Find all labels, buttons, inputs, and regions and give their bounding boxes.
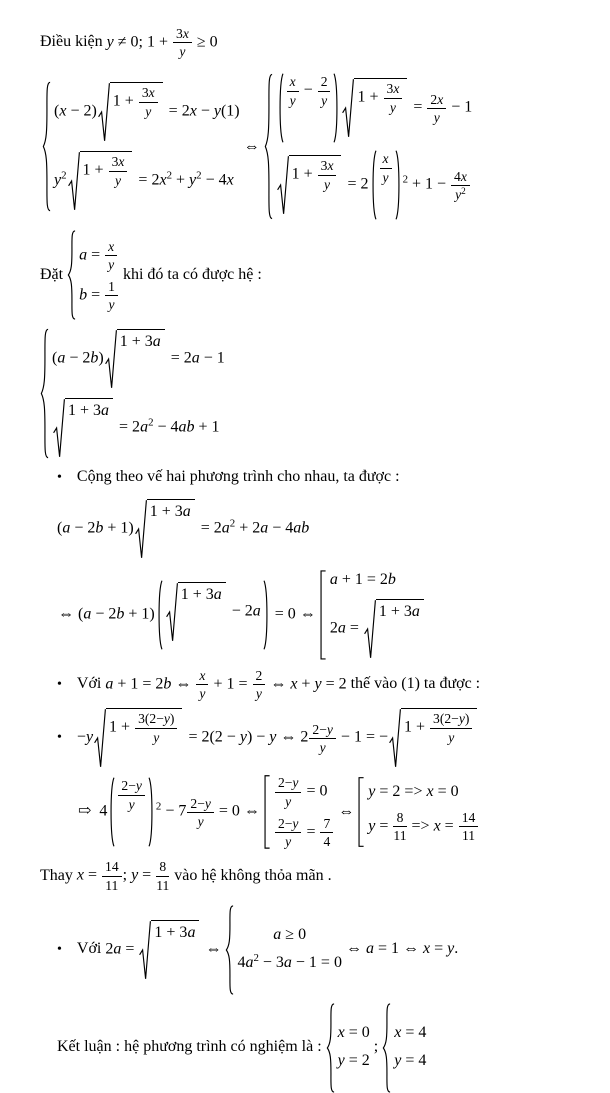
radical-sign-icon [53,398,65,458]
case1-solutions-line [0,775,610,849]
radical-sign-icon [94,708,106,768]
text-segment: Đặt [40,266,68,284]
square-root: 1 + $\frac{3x}{y}$ [342,78,407,138]
case-row: x = 0 [337,1024,370,1042]
fraction: $\frac{x}{y}$ [195,668,209,701]
fraction: $\frac{8}{11}$ [156,859,170,893]
case-row: 1 + 3a = $2a^2 - 4ab + 1$ [52,397,220,459]
case-row: y = 2 => x = 0 [368,782,459,800]
case-row: $y^2$ 1 + $\frac{3x}{y}$ = $2x^2 + y^2 - 4x$ [54,150,234,212]
case-row: x = 4 [394,1024,427,1042]
fraction: $\frac{x}{y}$ [286,74,300,107]
lparen-delimiter [277,73,284,143]
square-root: 1 + $\frac{3x}{y}$ [277,155,342,215]
case-row: b = $\frac{1}{y}$ [79,279,119,312]
condition-line [0,26,610,59]
square-root: 1 + 3a [166,582,226,642]
math-segment: ; [369,1038,383,1056]
radical-sign-icon [364,599,376,659]
case1-equation-line [0,707,610,769]
case-row: y = 4 [394,1052,427,1070]
case-rows [394,1023,426,1072]
square-root: 1 + $\frac{3x}{y}$ [98,82,163,142]
math-segment: −y 1 + $\frac{3(2-y)}{y}$ = 2(2 − y) − y ⇔ 2 $\frac{2-y}{y}$ − 1 = − 1 + $\frac{3(2-y)}{y}$ [77,707,480,769]
case-rows [274,775,334,849]
lparen-delimiter [370,150,377,220]
sum-equation-line [0,498,610,560]
square-root: 1 + $\frac{3(2-y)}{y}$ [94,708,182,768]
case-row: a + 1 = 2b [329,571,396,589]
left-bracket-icon [264,775,271,849]
brace-system-group [225,905,342,995]
fraction: $\frac{14}{11}$ [101,859,123,892]
superscript: 2 [196,170,202,183]
superscript: 2 [61,170,67,183]
fraction: $\frac{8}{11}$ [393,809,407,843]
math-segment: 2a = 1 + 3a ⇔ [105,919,225,981]
math-segment: ⇔ [334,803,359,820]
math-segment: (a − 2b + 1) 1 + 3a = $2a^2 + 2a - 4ab$ [57,498,309,560]
lparen-delimiter [108,777,115,847]
math-segment: ⇔ a = 1 ⇔ x = y. [341,940,459,958]
text-segment: Với [76,675,106,693]
text-segment: vào hệ không thỏa mãn . [170,866,332,884]
superscript: 2 [229,517,236,530]
radical-sign-icon [98,82,110,142]
brace-system-group [42,81,240,212]
left-brace-icon [225,905,234,995]
case-row: 2a = 1 + 3a [330,598,426,660]
math-segment: ⇨ 4 $\frac{2-y}{y}$ $^2$ − 7 $\frac{2-y}{y}$ = 0 ⇔ [78,777,264,847]
text-segment: Kết luận : hệ phương trình có nghiệm là : [57,1038,326,1056]
radical-sign-icon [389,708,401,768]
math-segment: y ≠ 0; 1 + $\frac{3x}{y}$ ≥ 0 [106,26,218,60]
square-root: 1 + 3a [105,329,165,389]
fraction: $\frac{x}{y}$ [379,151,393,184]
case-row: (a − 2b) 1 + 3a = 2a − 1 [52,328,225,390]
case-row: $4a^2 - 3a - 1 = 0$ [237,952,342,972]
left-bracket-icon [358,777,365,847]
bullet-marker: • [57,730,62,746]
text-segment: Điều kiện [40,33,107,51]
radical-sign-icon [68,151,80,211]
case-rows [368,782,479,843]
case-rows [330,570,426,660]
fraction: $\frac{3x}{y}$ [317,158,338,191]
left-brace-icon [40,328,49,459]
text-segment: thế vào (1) ta được : [346,675,481,693]
fraction: $\frac{2}{y}$ [317,74,332,107]
left-brace-icon [264,73,273,220]
fraction: $\frac{7}{4}$ [319,816,334,849]
ab-system-line [0,328,610,459]
case-row: 1 + $\frac{3x}{y}$ = 2 $\frac{x}{y}$ $^2$ + 1 − $\frac{4x}{y^2}$ [276,150,471,220]
square-root: 1 + 3a [139,920,199,980]
math-segment: a + 1 = 2b ⇔ $\frac{x}{y}$ + 1 = $\frac{2}{y}$ ⇔ x + y = 2 [105,668,347,702]
square-root: 1 + 3a [53,398,113,458]
rparen-delimiter [263,580,270,650]
case-rows [79,239,119,313]
brace-system-group [382,1003,426,1093]
text-segment: Cộng theo vế hai phương trình cho nhau, ta được : [76,468,400,486]
paren-group: 1 + 3a − 2a [156,580,270,650]
left-bracket-icon [320,570,327,660]
bracket-cases-group [358,777,479,847]
math-segment: x = $\frac{14}{11}$ ; y = $\frac{8}{11}$ [76,859,170,893]
brace-system-group [264,73,473,220]
superscript: 2 [253,952,259,965]
fraction: $\frac{2x}{y}$ [426,92,447,125]
paren-group [370,150,402,220]
fraction: $\frac{2-y}{y}$ [274,816,303,849]
paren-group: $\frac{x}{y}$ − $\frac{2}{y}$ [277,73,341,143]
fraction: $\frac{x}{y}$ [104,239,118,272]
case-rows [338,1023,370,1072]
radical-sign-icon [105,329,117,389]
bullet-case2-line [0,905,610,995]
math-segment: ⇔ [239,137,264,155]
substitution-line [0,230,610,320]
bracket-cases-group [320,570,426,660]
fraction: $\frac{3x}{y}$ [383,81,404,114]
fraction: $\frac{3x}{y}$ [138,85,159,118]
fraction: $\frac{2-y}{y}$ [117,778,146,811]
case-rows [52,328,225,459]
square-root: 1 + $\frac{3x}{y}$ [68,151,133,211]
superscript: 2 [402,174,408,187]
case-row: (x − 2) 1 + $\frac{3x}{y}$ = 2x − y(1) [54,81,240,143]
bullet-marker: • [57,469,62,485]
superscript: 2 [148,417,154,430]
radical-sign-icon [166,582,178,642]
left-brace-icon [67,230,76,320]
factored-equation-line [0,570,610,660]
radical-sign-icon [139,920,151,980]
case-row: y = 2 [337,1052,370,1070]
superscript: 2 [166,170,172,183]
square-root: 1 + 3a [364,599,424,659]
case-rows [276,73,473,220]
radical-sign-icon [135,499,147,559]
case-row: y = $\frac{8}{11}$ => x = $\frac{14}{11}$ [368,810,479,843]
bullet-sum-line [0,467,610,488]
rparen-delimiter [395,150,402,220]
radical-sign-icon [277,155,289,215]
lparen-delimiter [156,580,163,650]
case-row: $\frac{x}{y}$ − $\frac{2}{y}$ 1 + $\frac{3x}{y}$ = $\frac{2x}{y}$ − 1 [276,73,473,143]
bullet-case1-line [0,668,610,701]
brace-system-group [40,328,225,459]
left-brace-icon [42,81,51,212]
left-brace-icon [382,1003,391,1093]
fraction: $\frac{2-y}{y}$ [308,722,337,755]
fraction: $\frac{3(2-y)}{y}$ [429,711,473,744]
text-segment: khi đó ta có được hệ : [118,266,262,284]
case-row: a = $\frac{x}{y}$ [79,239,118,272]
fraction: $\frac{3(2-y)}{y}$ [134,711,178,744]
superscript: 2 [461,185,466,196]
fraction: $\frac{4x}{y^2}$ [450,169,471,203]
square-root: 1 + $\frac{3(2-y)}{y}$ [389,708,477,768]
fraction: $\frac{3x}{y}$ [172,26,193,59]
case-rows [54,81,240,212]
bullet-marker: • [57,941,62,957]
math-segment: ⇔ (a − 2b + 1) 1 + 3a − 2a = 0 ⇔ [58,580,320,650]
paren-group [108,777,155,847]
system-transform-line [0,73,610,220]
text-segment: Với [76,940,106,958]
left-brace-icon [326,1003,335,1093]
case-rows [237,925,342,974]
rparen-delimiter [148,777,155,847]
brace-system-group [67,230,119,320]
case-row: $\frac{2-y}{y}$ = $\frac{7}{4}$ [274,816,334,849]
fraction: $\frac{2-y}{y}$ [274,775,303,808]
fraction: $\frac{2}{y}$ [252,668,267,701]
fraction: $\frac{3x}{y}$ [108,154,129,187]
text-segment: Thay [40,866,77,884]
fraction: $\frac{14}{11}$ [458,810,480,843]
radical-sign-icon [342,78,354,138]
rparen-delimiter [333,73,340,143]
fraction: $\frac{2-y}{y}$ [186,796,215,829]
check-line [0,859,610,892]
case-row: $\frac{2-y}{y}$ = 0 [274,775,328,808]
fraction: $\frac{1}{y}$ [104,279,119,312]
case-row: a ≥ 0 [273,926,307,944]
conclusion-line [0,1003,610,1093]
brace-system-group [326,1003,370,1093]
superscript: 2 [155,801,162,814]
square-root: 1 + 3a [135,499,195,559]
bracket-cases-group [264,775,334,849]
bullet-marker: • [57,676,62,692]
